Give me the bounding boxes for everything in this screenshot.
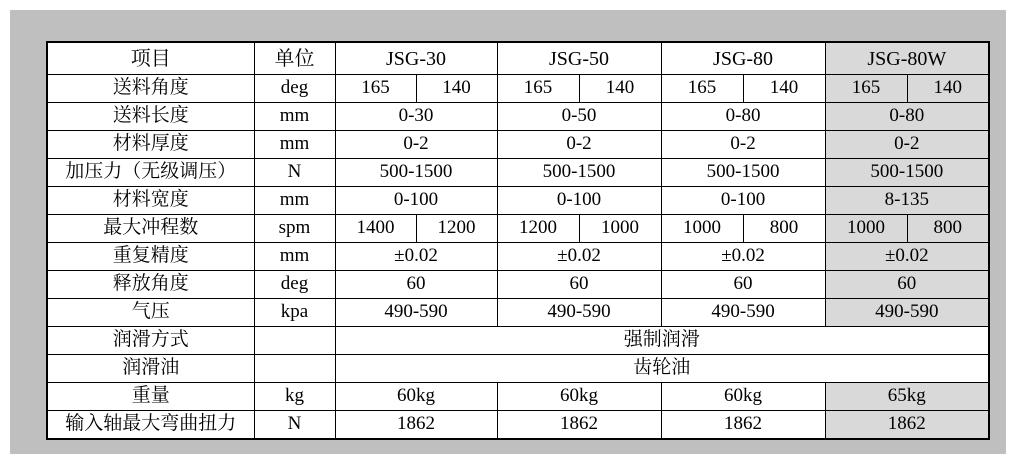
value-cell: 8-135 [825, 187, 989, 215]
row-label: 重量 [47, 383, 254, 411]
table-header-row [47, 42, 989, 75]
table-row [47, 327, 989, 355]
row-unit: N [254, 411, 335, 440]
row-label: 释放角度 [47, 271, 254, 299]
value-cell: 140 [743, 75, 825, 103]
table-row [47, 355, 989, 383]
value-cell: 1862 [335, 411, 497, 440]
value-cell: 0-100 [661, 187, 825, 215]
value-cell: 165 [497, 75, 579, 103]
value-cell: 1862 [661, 411, 825, 440]
value-cell: 800 [907, 215, 989, 243]
value-cell: ±0.02 [497, 243, 661, 271]
value-cell: 165 [335, 75, 416, 103]
row-unit: mm [254, 131, 335, 159]
row-label: 润滑油 [47, 355, 254, 383]
row-label: 材料厚度 [47, 131, 254, 159]
table-row [47, 243, 989, 271]
value-cell: 800 [743, 215, 825, 243]
table-row [47, 131, 989, 159]
value-cell: 490-590 [825, 299, 989, 327]
value-cell: 490-590 [661, 299, 825, 327]
table-row [47, 383, 989, 411]
row-label: 重复精度 [47, 243, 254, 271]
table-row [47, 75, 989, 103]
header-model-jsg-50: JSG-50 [497, 42, 661, 75]
row-unit: spm [254, 215, 335, 243]
row-label: 输入轴最大弯曲扭力 [47, 411, 254, 440]
value-cell: 500-1500 [497, 159, 661, 187]
spec-table-body [47, 75, 989, 440]
table-row [47, 271, 989, 299]
value-cell: 0-2 [497, 131, 661, 159]
value-cell: 0-2 [661, 131, 825, 159]
value-cell: 0-50 [497, 103, 661, 131]
table-row [47, 187, 989, 215]
value-cell: 1000 [825, 215, 907, 243]
value-cell: 500-1500 [825, 159, 989, 187]
row-unit: deg [254, 271, 335, 299]
value-cell: 60kg [497, 383, 661, 411]
value-cell: 60kg [335, 383, 497, 411]
value-cell: 490-590 [497, 299, 661, 327]
value-cell: 500-1500 [661, 159, 825, 187]
header-model-jsg-80: JSG-80 [661, 42, 825, 75]
value-cell: 500-1500 [335, 159, 497, 187]
row-label: 送料角度 [47, 75, 254, 103]
row-label: 加压力（无级调压） [47, 159, 254, 187]
value-cell: 1862 [497, 411, 661, 440]
value-cell: 165 [661, 75, 743, 103]
row-unit: mm [254, 103, 335, 131]
value-cell: 165 [825, 75, 907, 103]
row-unit: kg [254, 383, 335, 411]
value-cell: 60kg [661, 383, 825, 411]
header-model-jsg-30: JSG-30 [335, 42, 497, 75]
value-cell: 0-30 [335, 103, 497, 131]
value-cell: 0-80 [825, 103, 989, 131]
row-unit: mm [254, 243, 335, 271]
row-label: 润滑方式 [47, 327, 254, 355]
value-cell: 0-80 [661, 103, 825, 131]
header-model-jsg-80w: JSG-80W [825, 42, 989, 75]
table-row [47, 159, 989, 187]
row-label: 气压 [47, 299, 254, 327]
row-unit [254, 327, 335, 355]
value-cell: 0-2 [825, 131, 989, 159]
value-cell: 60 [335, 271, 497, 299]
value-cell: 强制润滑 [335, 327, 989, 355]
value-cell: 490-590 [335, 299, 497, 327]
value-cell: 0-2 [335, 131, 497, 159]
row-unit [254, 355, 335, 383]
table-row [47, 299, 989, 327]
row-label: 材料宽度 [47, 187, 254, 215]
value-cell: 60 [661, 271, 825, 299]
value-cell: 0-100 [335, 187, 497, 215]
header-unit: 单位 [254, 42, 335, 75]
value-cell: 140 [416, 75, 497, 103]
value-cell: ±0.02 [825, 243, 989, 271]
value-cell: 140 [579, 75, 661, 103]
value-cell: 1000 [661, 215, 743, 243]
value-cell: ±0.02 [335, 243, 497, 271]
value-cell: 60 [825, 271, 989, 299]
row-unit: kpa [254, 299, 335, 327]
value-cell: 1200 [416, 215, 497, 243]
value-cell: 齿轮油 [335, 355, 989, 383]
row-label: 最大冲程数 [47, 215, 254, 243]
value-cell: 1200 [497, 215, 579, 243]
header-item: 项目 [47, 42, 254, 75]
table-row [47, 411, 989, 440]
row-unit: deg [254, 75, 335, 103]
value-cell: 65kg [825, 383, 989, 411]
value-cell: 0-100 [497, 187, 661, 215]
row-unit: mm [254, 187, 335, 215]
gray-panel [10, 10, 1006, 454]
value-cell: 140 [907, 75, 989, 103]
value-cell: 1862 [825, 411, 989, 440]
value-cell: ±0.02 [661, 243, 825, 271]
table-row [47, 103, 989, 131]
row-label: 送料长度 [47, 103, 254, 131]
row-unit: N [254, 159, 335, 187]
value-cell: 1000 [579, 215, 661, 243]
table-row [47, 215, 989, 243]
value-cell: 1400 [335, 215, 416, 243]
value-cell: 60 [497, 271, 661, 299]
spec-table [46, 41, 990, 440]
